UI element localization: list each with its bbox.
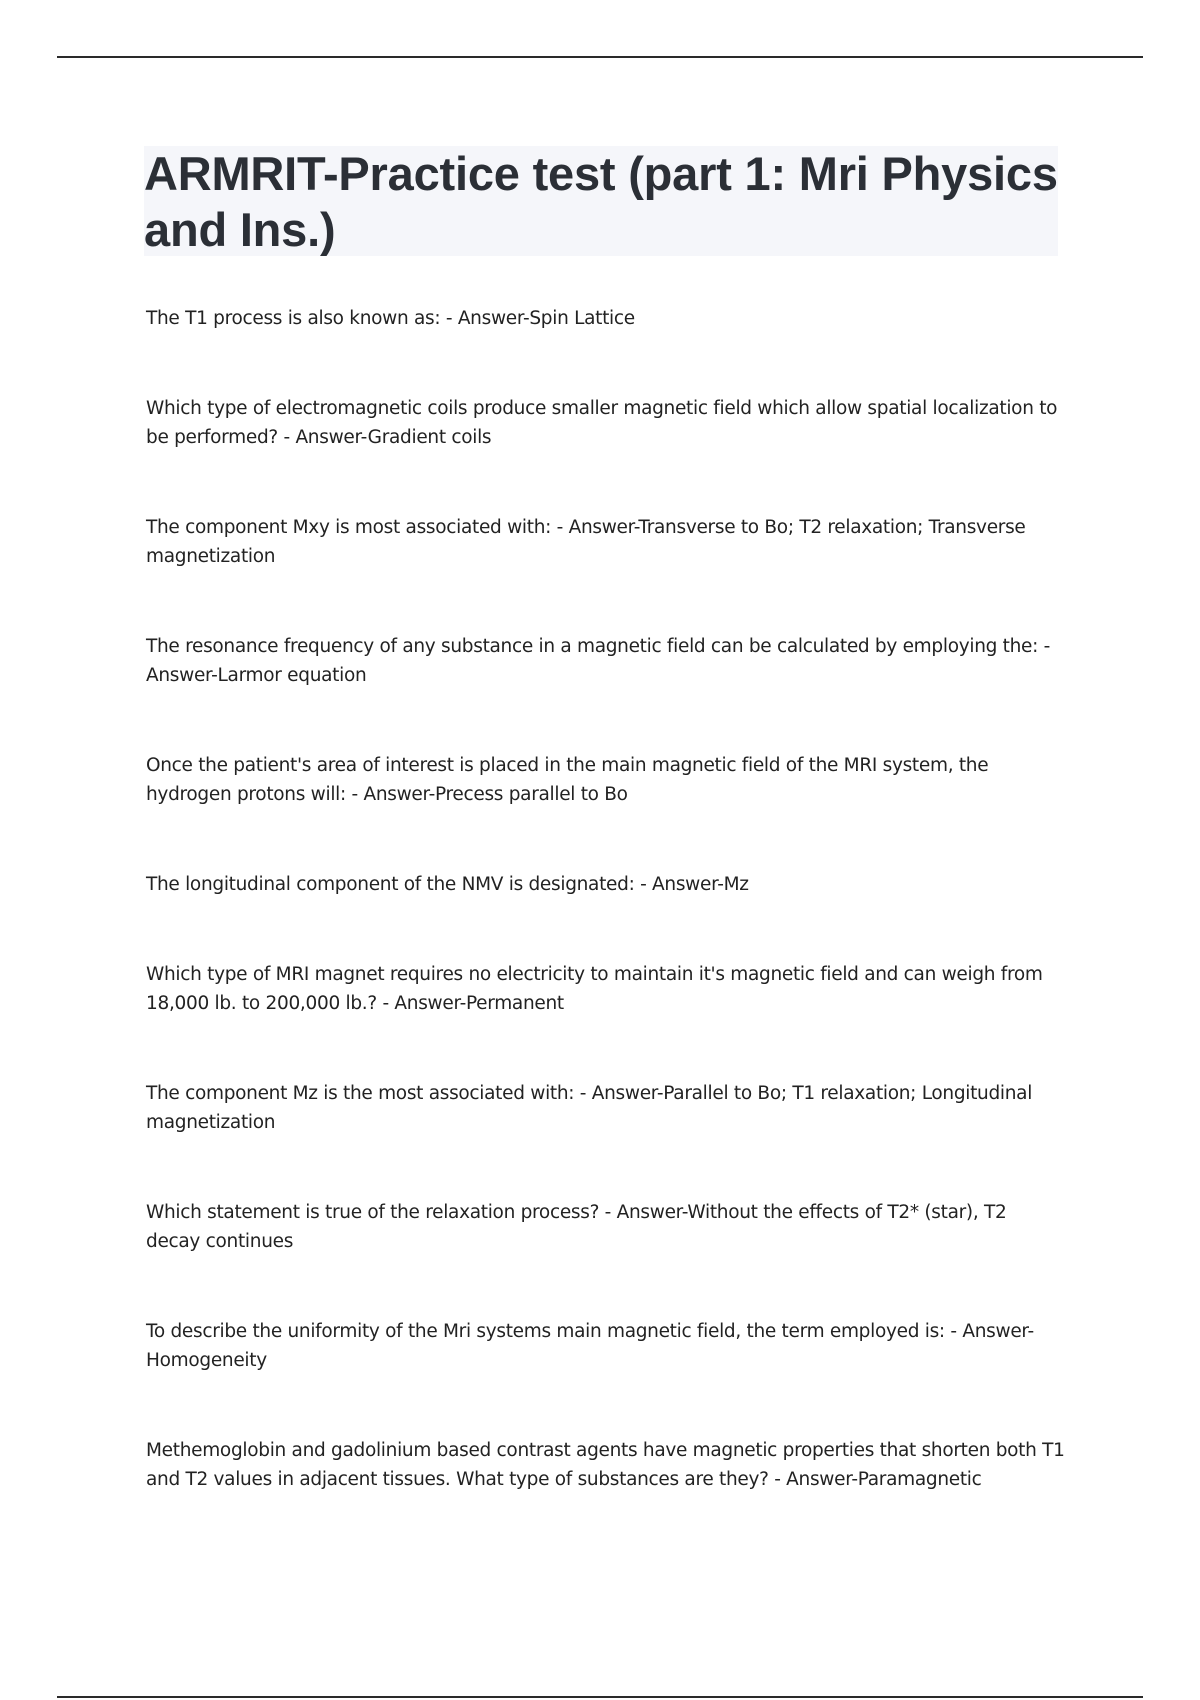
question-answer-list <box>146 304 1066 1494</box>
qa-item-10: To describe the uniformity of the Mri systems main magnetic field, the term employed is: - Answer-Homogeneity <box>146 1321 1034 1371</box>
qa-item-11: Methemoglobin and gadolinium based contrast agents have magnetic properties that shorten both T1 and T2 values in adjacent tissues. What type of substances are they? - Answer-Paramagnetic <box>146 1440 1065 1490</box>
title-block <box>144 146 1058 256</box>
qa-item-7: Which type of MRI magnet requires no electricity to maintain it's magnetic field and can weigh from 18,000 lb. to 200,000 lb.? - Answer-Permanent <box>146 964 1043 1014</box>
top-divider <box>57 56 1143 58</box>
qa-item-5: Once the patient's area of interest is placed in the main magnetic field of the MRI system, the hydrogen protons will: - Answer-Precess parallel to Bo <box>146 755 989 805</box>
bottom-divider <box>57 1696 1143 1698</box>
document-title: ARMRIT-Practice test (part 1: Mri Physics and Ins.) <box>144 147 1058 256</box>
qa-item-1: The T1 process is also known as: - Answer-Spin Lattice <box>146 308 635 329</box>
qa-item-2: Which type of electromagnetic coils produce smaller magnetic field which allow spatial localization to be performed? - Answer-Gradient coils <box>146 398 1058 448</box>
qa-item-8: The component Mz is the most associated with: - Answer-Parallel to Bo; T1 relaxation; Longitudinal magnetization <box>146 1083 1033 1133</box>
qa-item-4: The resonance frequency of any substance in a magnetic field can be calculated by employing the: - Answer-Larmor equation <box>146 636 1050 686</box>
qa-item-9: Which statement is true of the relaxation process? - Answer-Without the effects of T2* (star), T2 decay continues <box>146 1202 1007 1252</box>
qa-item-3: The component Mxy is most associated with: - Answer-Transverse to Bo; T2 relaxation; Transverse magnetization <box>146 517 1026 567</box>
qa-item-6: The longitudinal component of the NMV is designated: - Answer-Mz <box>146 874 749 895</box>
